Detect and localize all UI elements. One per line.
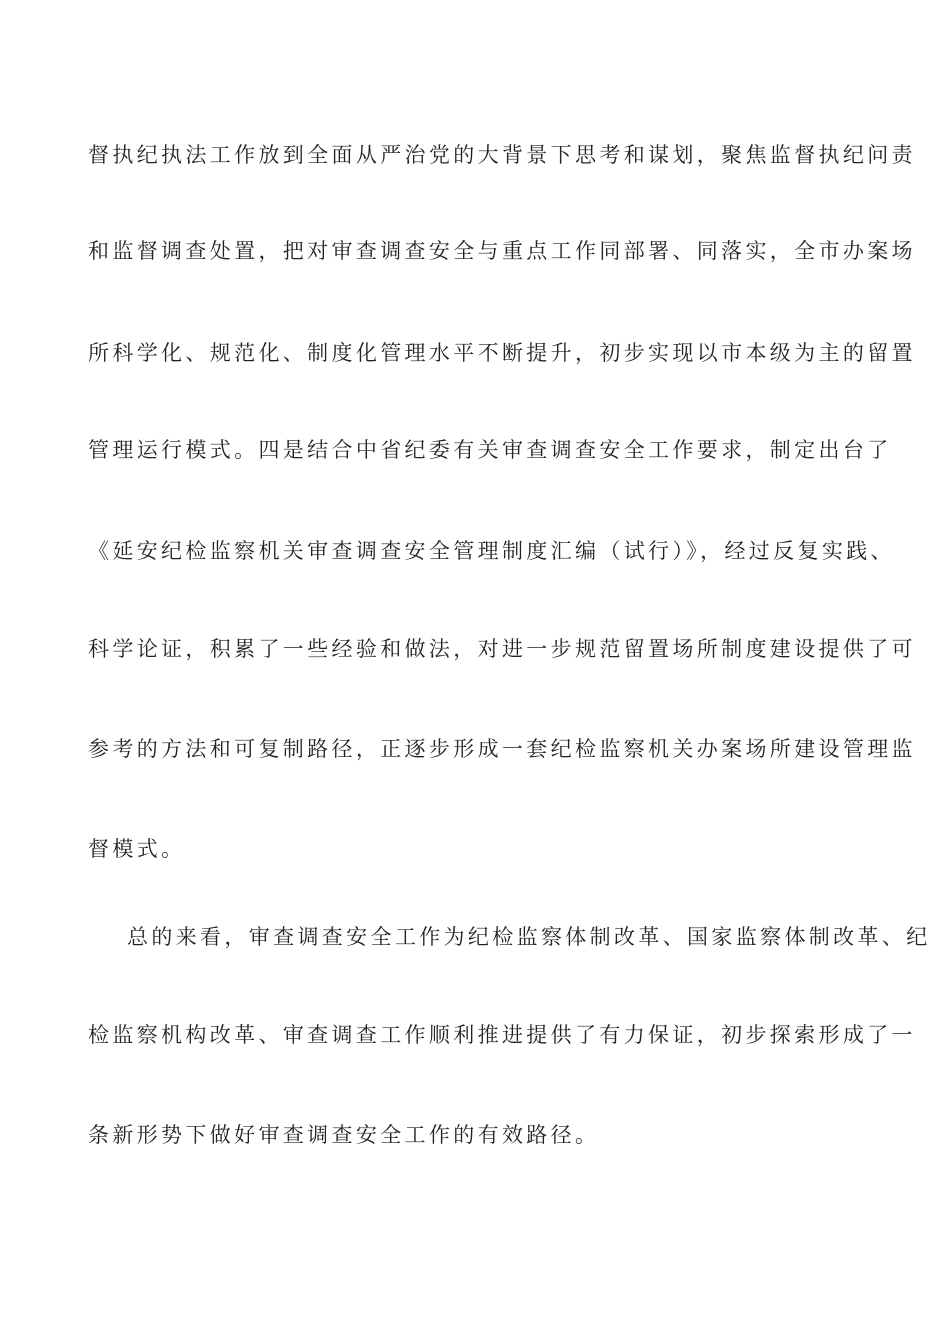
text-line: 参考的方法和可复制路径，正逐步形成一套纪检监察机关办案场所建设管理监	[88, 737, 916, 761]
text-line: 总的来看，审查调查安全工作为纪检监察体制改革、国家监察体制改革、纪	[127, 925, 931, 949]
text-line: 管理运行模式。四是结合中省纪委有关审查调查安全工作要求，制定出台了	[88, 438, 892, 462]
text-line: 条新形势下做好审查调查安全工作的有效路径。	[88, 1123, 600, 1147]
text-line: 所科学化、规范化、制度化管理水平不断提升，初步实现以市本级为主的留置	[88, 341, 916, 365]
text-line: 和监督调查处置，把对审查调查安全与重点工作同部署、同落实，全市办案场	[88, 239, 916, 263]
text-line: 《延安纪检监察机关审查调查安全管理制度汇编（试行）》，经过反复实践、	[88, 539, 895, 563]
text-line: 科学论证，积累了一些经验和做法，对进一步规范留置场所制度建设提供了可	[88, 637, 916, 661]
text-line: 督模式。	[88, 837, 186, 861]
text-line: 督执纪执法工作放到全面从严治党的大背景下思考和谋划，聚焦监督执纪问责	[88, 143, 916, 167]
text-line: 检监察机构改革、审查调查工作顺利推进提供了有力保证，初步探索形成了一	[88, 1023, 916, 1047]
